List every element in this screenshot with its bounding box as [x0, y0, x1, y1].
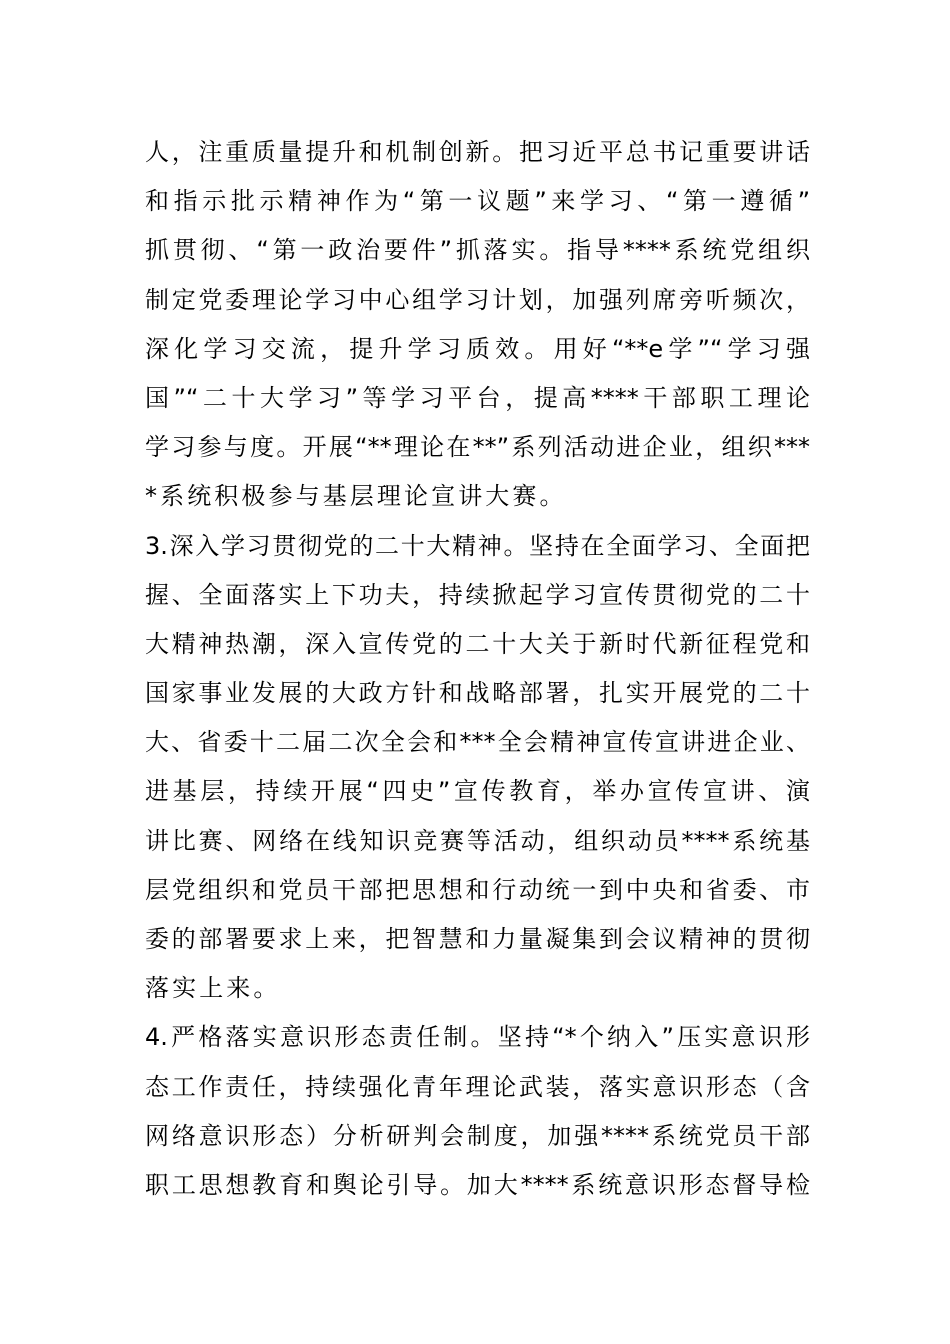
- text-line: 落实上来。: [145, 974, 281, 1003]
- body-text: [145, 128, 810, 1210]
- text-line: 和指示批示精神作为“第一议题”来学习、“第一遵循”: [145, 187, 810, 216]
- section-heading-line: 3.深入学习贯彻党的二十大精神。坚持在全面学习、全面把: [145, 531, 810, 560]
- text-line: 抓贯彻、“第一政治要件”抓落实。指导****系统党组织: [145, 236, 810, 265]
- text-line: 握、全面落实上下功夫，持续掀起学习宣传贯彻党的二十: [145, 580, 810, 609]
- text-line: 国家事业发展的大政方针和战略部署，扎实开展党的二十: [145, 679, 810, 708]
- text-line: 制定党委理论学习中心组学习计划，加强列席旁听频次，: [145, 285, 810, 314]
- text-line: *系统积极参与基层理论宣讲大赛。: [145, 482, 567, 511]
- text-line: 态工作责任，持续强化青年理论武装，落实意识形态（含: [145, 1072, 810, 1101]
- text-line: 网络意识形态）分析研判会制度，加强****系统党员干部: [145, 1121, 810, 1150]
- section-heading-line: 4.严格落实意识形态责任制。坚持“*个纳入”压实意识形: [145, 1023, 810, 1052]
- text-line: 职工思想教育和舆论引导。加大****系统意识形态督导检: [145, 1170, 810, 1199]
- text-line: 深化学习交流，提升学习质效。用好“**e学”“学习强: [145, 334, 810, 363]
- text-line: 大精神热潮，深入宣传党的二十大关于新时代新征程党和: [145, 629, 810, 658]
- text-line: 学习参与度。开展“**理论在**”系列活动进企业，组织***: [145, 433, 810, 462]
- text-line: 人，注重质量提升和机制创新。把习近平总书记重要讲话: [145, 138, 810, 166]
- text-line: 进基层，持续开展“四史”宣传教育，举办宣传宣讲、演: [145, 777, 810, 806]
- text-line: 委的部署要求上来，把智慧和力量凝集到会议精神的贯彻: [145, 925, 810, 953]
- text-line: 国”“二十大学习”等学习平台，提高****干部职工理论: [145, 383, 810, 412]
- text-line: 讲比赛、网络在线知识竞赛等活动，组织动员****系统基: [145, 826, 810, 855]
- text-line: 层党组织和党员干部把思想和行动统一到中央和省委、市: [145, 875, 810, 904]
- text-line: 大、省委十二届二次全会和***全会精神宣传宣讲进企业、: [145, 728, 810, 757]
